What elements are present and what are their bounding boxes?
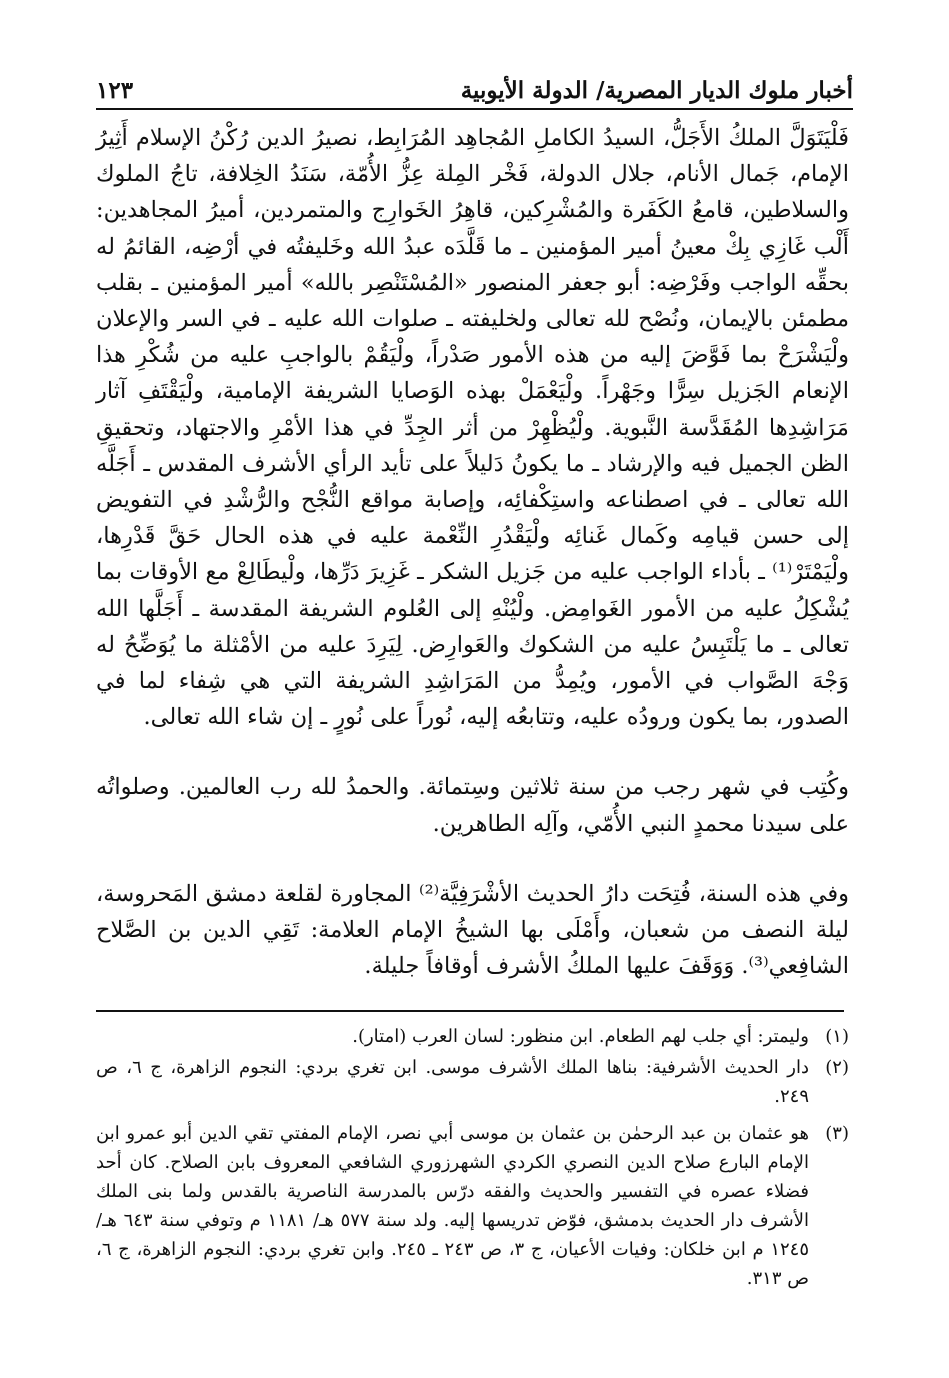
paragraph: وفي هذه السنة، فُتِحَت دارُ الحديث الأشْرَفِيَّة⁽²⁾ المجاورة لقلعة دمشق المَحروسة، ليلة النصف من شعبان، وأَمْلَى بها الشيخُ الإمام العلامة: تَقِي الدين بن الصَّلاح الشافِعي⁽³⁾. وَوَقَفَ عليها الملكُ الأشرف أوقافاً جليلة.	[96, 880, 849, 980]
paragraph: وكُتِب في شهر رجب من سنة ثلاثين وسِتمائة. والحمدُ لله رب العالمين. وصلواتُه على سيدنا محمدٍ النبي الأُمّي، وآلِه الطاهرين.	[96, 774, 849, 837]
footnote-number: (١)	[825, 1026, 849, 1047]
footnote-separator	[96, 1010, 844, 1012]
footnote	[96, 1053, 849, 1111]
footnote-text: هو عثمان بن عبد الرحمٰن بن عثمان بن موسى أبي نصر، الإمام المفتي تقي الدين أبو عمرو ابن الإمام البارع صلاح الدين النصري الكردي الشهرزوري الشافعي المعروف بابن الصلاح. كان أحد فضلاء عصره في التفسير والحديث والفقه درّس بالمدرسة الناصرية بالقدس ولما بنى الملك الأشرف دار الحديث بدمشق، فوّض تدريسها إليه. ولد سنة ٥٧٧ هـ/ ١١٨١ م وتوفي سنة ٦٤٣ هـ/ ١٢٤٥ م ابن خلكان: وفيات الأعيان، ج ٣، ص ٢٤٣ ـ ٢٤٥. وابن تغري بردي: النجوم الزاهرة، ج ٦، ص ٣١٣.	[96, 1123, 809, 1289]
footnote-number: (٣)	[825, 1123, 849, 1144]
page-number: ١٢٣	[96, 77, 134, 104]
main-text	[96, 120, 849, 984]
page-header	[96, 68, 853, 110]
footnote-number: (٢)	[825, 1057, 849, 1078]
footnotes	[96, 1022, 849, 1295]
footnote-text: دار الحديث الأشرفية: بناها الملك الأشرف موسى. ابن تغري بردي: النجوم الزاهرة، ج ٦، ص ٢٤٩.	[96, 1057, 810, 1107]
footnote	[96, 1119, 849, 1293]
footnote	[96, 1022, 849, 1051]
paragraph: فَلْيَتَوَلَّ الملكُ الأَجَلُّ، السيدُ الكاملِ المُجاهِد المُرَابِط، نصيرُ الدين رُكْنُ الإسلام أَثِيرُ الإمام، جَمال الأنام، جلال الدولة، فَخْر المِلة عِزُّ الأُمّة، سَنَدُ الخِلافة، تاجُ الملوك والسلاطين، قامعُ الكَفَرة والمُشْرِكين، قاهِرُ الخَوارِج والمتمردين، أميرُ المجاهدين: أَلْب غَازِي بِكْ معينُ أمير المؤمنين ـ ما قَلَّدَه عبدُ الله وخَليفتُه في أرْضِه، القائمُ له بحقِّه الواجب وفَرْضِه: أبو جعفر المنصور «المُسْتَنْصِر بالله» أمير المؤمنين ـ بقلب مطمئن بالإيمان، ونُصْح لله تعالى ولخليفته ـ صلوات الله عليه ـ في السر والإعلان ولْيَشْرَحْ بما فَوَّضَ إليه من هذه الأمور صَدْراً، ولْيَقُمْ بالواجبِ عليه من شُكْرِ هذا الإنعام الجَزيل سِرًّا وجَهْراً. ولْيَعْمَلْ بهذه الوَصايا الشريفة الإمامية، ولْيَقْتَفِ آثار مَرَاشِدِها المُقَدَّسة النَّبوية. ولْيُظْهِرْ من أثر الجِدِّ في هذا الأمْرِ والاجتهاد، وتحقيقِ الظن الجميل فيه والإرشاد ـ ما يكونُ دَليلاً على تأيد الرأي الأشرف المقدس ـ أَجَلَّه الله تعالى ـ في اصطناعه واستِكْفائِه، وإصابة مواقع النُّجْح والرُّشْدِ في التفويض إلى حسن قيامِه وكَمال غَنائِه ولْيَقْدُرِ النِّعْمة عليه في هذه الحال حَقَّ قَدْرِها، ولْيَمْتَرْ⁽¹⁾ ـ بأداء الواجب عليه من جَزيل الشكر ـ غَزِيرَ دَرِّها، ولْيطَالِعْ مع الأوقات بما يُشْكِلُ عليه من الأمور الغَوامِض. ولْيُنْهِ إلى العُلوم الشريفة المقدسة ـ أَجَلَّها الله تعالى ـ ما يَلْتَبِسُ عليه من الشكوك والعَوارِض. لِيَرِدَ عليه من الأمْثلة ما يُوَضِّحُ له وَجْهَ الصَّواب في الأمور، ويُمِدُّ من المَرَاشِدِ الشريفة التي هي شِفاء لما في الصدور، بما يكون ورودُه عليه، وتتابعُه إليه، نُوراً على نُورٍ ـ إن شاء الله تعالى.	[96, 125, 850, 731]
footnote-text: وليمتر: أي جلب لهم الطعام. ابن منظور: لسان العرب (امتار).	[352, 1026, 809, 1047]
running-title: أخبار ملوك الديار المصرية/ الدولة الأيوبية	[460, 77, 853, 104]
